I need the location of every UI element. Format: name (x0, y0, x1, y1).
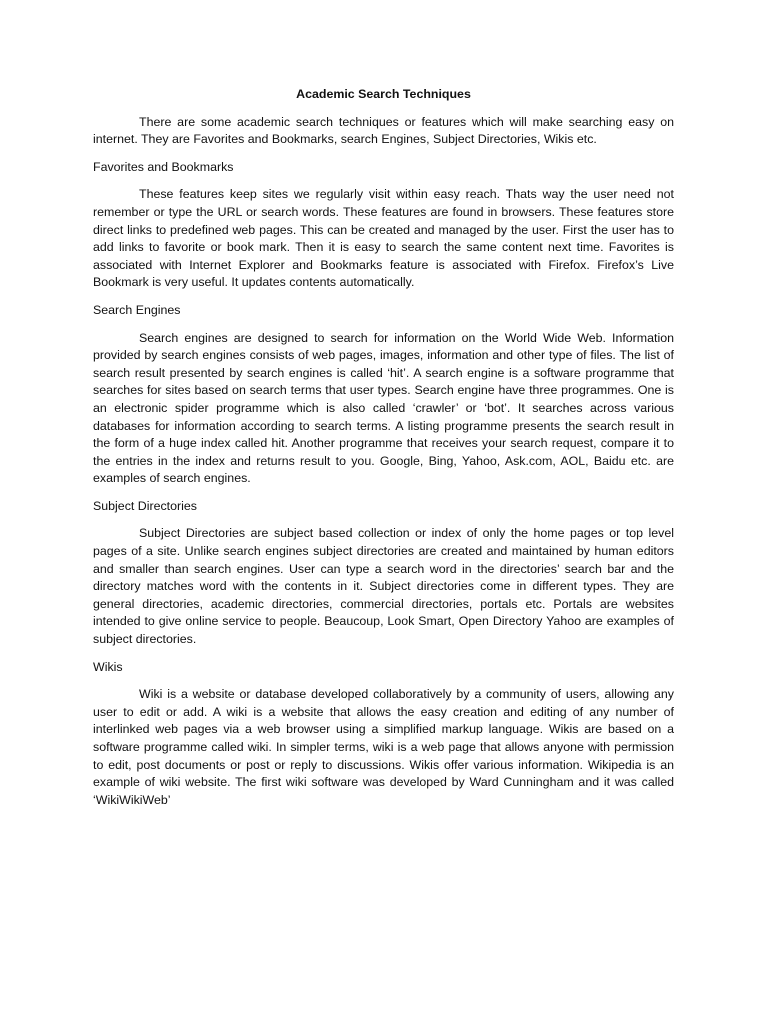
section-body-subject-directories: Subject Directories are subject based collection or index of only the home pages or top level pages of a site. Unlike search engines subject directories are created and maintained by human editors and smaller than search engines. User can type a search word in the directories’ search bar and the directory matches word with the contents in it. Subject directories come in different types. They are general directories, academic directories, commercial directories, portals etc. Portals are websites intended to give online service to people. Beaucoup, Look Smart, Open Directory Yahoo are examples of subject directories. (93, 526, 674, 647)
section-body-favorites: These features keep sites we regularly visit within easy reach. Thats way the user need not remember or type the URL or search words. These features are found in browsers. These features store direct links to predefined web pages. This can be created and managed by the user. First the user has to add links to favorite or book mark. Then it is easy to search the same content next time. Favorites is associated with Internet Explorer and Bookmarks feature is associated with Firefox. Firefox’s Live Bookmark is very useful. It updates contents automatically. (93, 187, 674, 290)
section-heading-wikis: Wikis (93, 659, 123, 674)
section-body-search-engines: Search engines are designed to search for information on the World Wide Web. Information provided by search engines consists of web pages, images, information and other type of files. The list of search result presented by search engines is called ‘hit’. A search engine is a software programme that searches for sites based on search terms that user types. Search engine have three programmes. One is an electronic spider programme which is also called ‘crawler’ or ‘bot’. It searches across various databases for information according to search terms. A listing programme presents the search result in the form of a huge index called hit. Another programme that receives your search request, compare it to the entries in the index and returns result to you. Google, Bing, Yahoo, Ask.com, AOL, Baidu etc. are examples of search engines. (93, 330, 674, 486)
section-heading-favorites: Favorites and Bookmarks (93, 159, 234, 174)
document-title: Academic Search Techniques (296, 87, 471, 101)
intro-paragraph: There are some academic search techniques or features which will make searching easy on internet. They are Favorites and Bookmarks, search Engines, Subject Directories, Wikis etc. (93, 114, 674, 147)
section-body-wikis: Wiki is a website or database developed collaboratively by a community of users, allowing any user to edit or add. A wiki is a website that allows the easy creation and editing of any number of interlinked web pages via a web browser using a simplified markup language. Wikis are based on a software programme called wiki. In simpler terms, wiki is a web page that allows anyone with permission to edit, post documents or post or reply to discussions. Wikis offer various information. Wikipedia is an example of wiki website. The first wiki software was developed by Ward Cunningham and it was called ‘WikiWikiWeb’ (93, 687, 674, 807)
section-heading-subject-directories: Subject Directories (93, 498, 197, 513)
document-page (93, 86, 674, 819)
section-heading-search-engines: Search Engines (93, 302, 181, 317)
